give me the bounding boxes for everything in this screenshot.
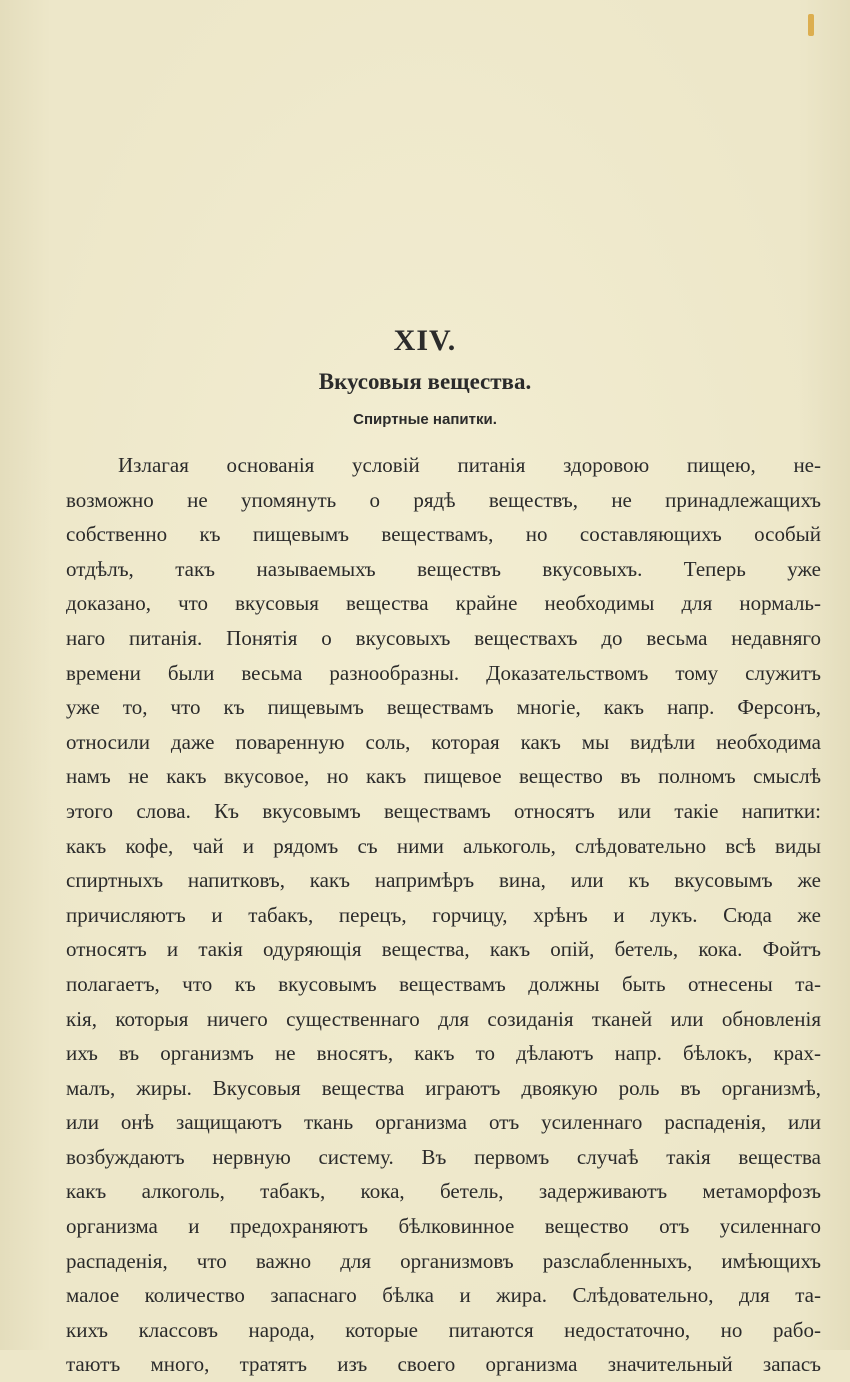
text-line: наго питанія. Понятія о вкусовыхъ веществахъ до весьма недавняго bbox=[66, 625, 821, 650]
chapter-title: Вкусовыя вещества. bbox=[318, 369, 532, 394]
text-line: организма и предохраняютъ бѣлковинное вещество отъ усиленнаго bbox=[66, 1214, 821, 1239]
section-subtitle: Спиртные напитки. bbox=[353, 411, 497, 428]
text-line: уже то, что къ пищевымъ веществамъ многіе, какъ напр. Ферсонъ, bbox=[66, 695, 821, 720]
text-line: какъ кофе, чай и рядомъ съ ними алькоголь, слѣдовательно всѣ виды bbox=[66, 833, 821, 858]
text-line: отдѣлъ, такъ называемыхъ веществъ вкусовыхъ. Теперь уже bbox=[66, 556, 821, 581]
text-line: полагаетъ, что къ вкусовымъ веществамъ должны быть отнесены та- bbox=[66, 971, 821, 996]
text-line: таютъ много, тратятъ изъ своего организма значительный запасъ bbox=[66, 1352, 821, 1377]
page-edge-mark bbox=[808, 14, 814, 36]
chapter-number: XIV. bbox=[393, 324, 457, 357]
text-line: собственно къ пищевымъ веществамъ, но составляющихъ особый bbox=[66, 522, 821, 547]
text-line: кія, которыя ничего существеннаго для созиданія тканей или обновленія bbox=[66, 1006, 821, 1031]
text-line: возбуждаютъ нервную систему. Въ первомъ случаѣ такія вещества bbox=[66, 1144, 821, 1169]
text-line: Излагая основанія условій питанія здоровою пищею, не- bbox=[118, 453, 821, 477]
text-line: относятъ и такія одуряющія вещества, какъ опій, бетель, кока. Фойтъ bbox=[66, 937, 821, 962]
body-text bbox=[66, 448, 821, 1382]
text-line: доказано, что вкусовыя вещества крайне необходимы для нормаль- bbox=[66, 591, 821, 616]
text-line: спиртныхъ напитковъ, какъ напримѣръ вина, или къ вкусовымъ же bbox=[66, 868, 821, 893]
text-line: какъ алкоголь, табакъ, кока, бетель, задерживаютъ метаморфозъ bbox=[66, 1179, 821, 1204]
text-line: малое количество запаснаго бѣлка и жира. Слѣдовательно, для та- bbox=[66, 1283, 821, 1308]
text-line: возможно не упомянуть о рядѣ веществъ, не принадлежащихъ bbox=[66, 487, 821, 512]
text-line: малъ, жиры. Вкусовыя вещества играютъ двоякую роль въ организмѣ, bbox=[66, 1075, 821, 1100]
text-line: или онѣ защищаютъ ткань организма отъ усиленнаго распаденія, или bbox=[66, 1110, 821, 1135]
text-line: кихъ классовъ народа, которые питаются недостаточно, но рабо- bbox=[66, 1317, 821, 1342]
text-line: относили даже поваренную соль, которая какъ мы видѣли необходима bbox=[66, 729, 821, 754]
text-line: этого слова. Къ вкусовымъ веществамъ относятъ или такіе напитки: bbox=[66, 798, 821, 823]
text-line: распаденія, что важно для организмовъ разслабленныхъ, имѣющихъ bbox=[66, 1248, 821, 1273]
text-line: времени были весьма разнообразны. Доказательствомъ тому служитъ bbox=[66, 660, 821, 685]
text-line: ихъ въ организмъ не вносятъ, какъ то дѣлаютъ напр. бѣлокъ, крах- bbox=[66, 1041, 821, 1066]
text-line: причисляютъ и табакъ, перецъ, горчицу, хрѣнъ и лукъ. Сюда же bbox=[66, 902, 821, 927]
text-line: намъ не какъ вкусовое, но какъ пищевое вещество въ полномъ смыслѣ bbox=[66, 764, 821, 789]
